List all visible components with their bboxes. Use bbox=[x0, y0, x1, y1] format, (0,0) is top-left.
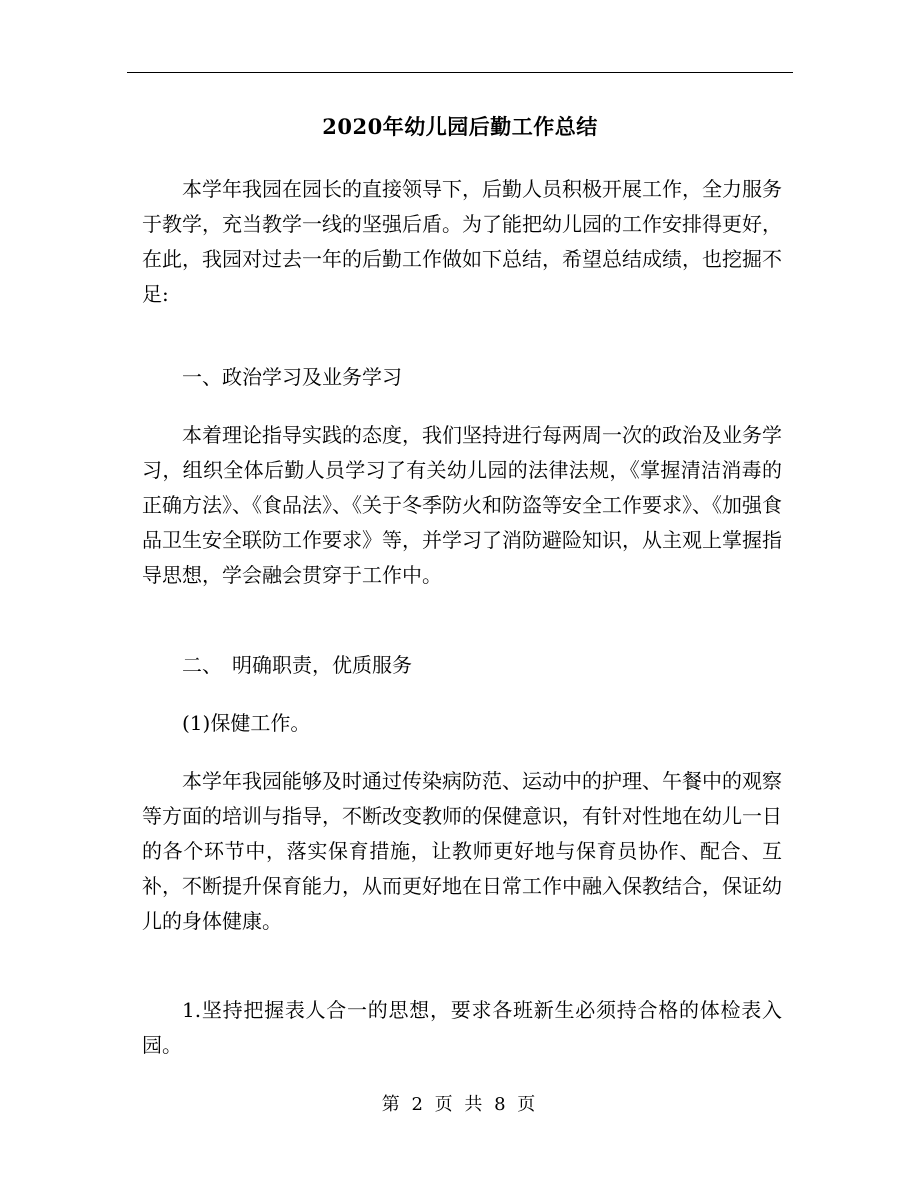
section-one-heading-block bbox=[142, 360, 782, 395]
healthcare-paragraph-block bbox=[142, 764, 782, 939]
section-two-heading-block bbox=[142, 648, 782, 683]
list-item-1: 1.坚持把握表人合一的思想，要求各班新生必须持合格的体检表入园。 bbox=[142, 998, 782, 1057]
intro-paragraph-block bbox=[142, 172, 782, 312]
section-heading-duties: 二、 明确职责，优质服务 bbox=[182, 653, 412, 677]
header-rule bbox=[127, 72, 793, 73]
page-number-footer: 第 2 页 共 8 页 bbox=[381, 1094, 539, 1115]
subsection-heading-healthcare: (1)保健工作。 bbox=[182, 711, 311, 735]
subsection-heading-block bbox=[142, 706, 782, 741]
intro-paragraph: 本学年我园在园长的直接领导下，后勤人员积极开展工作，全力服务于教学，充当教学一线的坚强后盾。为了能把幼儿园的工作安排得更好，在此，我园对过去一年的后勤工作做如下总结，希望总结成绩，也挖掘不足: bbox=[142, 177, 782, 306]
page-title: 2020年幼儿园后勤工作总结 bbox=[322, 114, 598, 139]
healthcare-paragraph: 本学年我园能够及时通过传染病防范、运动中的护理、午餐中的观察等方面的培训与指导，不断改变教师的保健意识，有针对性地在幼儿一日的各个环节中，落实保育措施，让教师更好地与保育员协作、配合、互补，不断提升保育能力，从而更好地在日常工作中融入保教结合，保证幼儿的身体健康。 bbox=[142, 769, 782, 933]
study-paragraph: 本着理论指导实践的态度，我们坚持进行每两周一次的政治及业务学习，组织全体后勤人员学习了有关幼儿园的法律法规，《掌握清洁消毒的正确方法》、《食品法》、《关于冬季防火和防盗等安全工作要求》、《加强食品卫生安全联防工作要求》等，并学习了消防避险知识，从主观上掌握指导思想，学会融会贯穿于工作中。 bbox=[142, 423, 782, 587]
section-heading-politics: 一、政治学习及业务学习 bbox=[182, 365, 402, 389]
list-item-block bbox=[142, 993, 782, 1063]
study-paragraph-block bbox=[142, 418, 782, 593]
